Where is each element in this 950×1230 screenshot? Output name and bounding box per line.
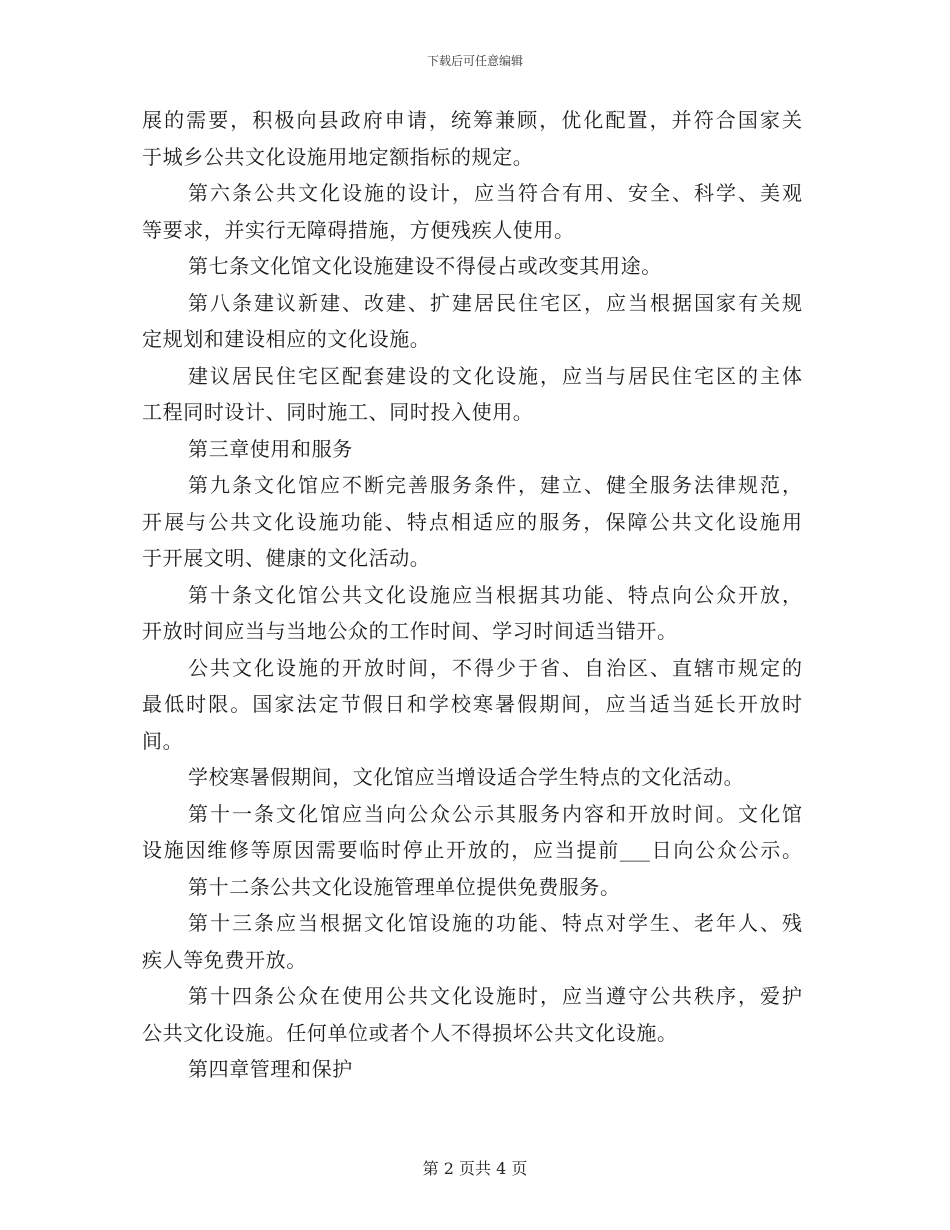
text-line: 定规划和建设相应的文化设施。 bbox=[142, 327, 431, 351]
text-line: 第十条文化馆公共文化设施应当根据其功能、特点向公众开放， bbox=[188, 582, 802, 607]
text-line: 工程同时设计、同时施工、同时投入使用。 bbox=[142, 400, 534, 424]
text-line: 疾人等免费开放。 bbox=[142, 947, 307, 972]
text-line: 第三章使用和服务 bbox=[188, 436, 353, 461]
text-line: 第十二条公共文化设施管理单位提供免费服务。 bbox=[188, 874, 621, 899]
text-line: 等要求，并实行无障碍措施，方便残疾人使用。 bbox=[142, 217, 575, 242]
text-line: 设施因维修等原因需要临时停止开放的，应当提前___日向公众公示。 bbox=[142, 838, 802, 862]
document-body bbox=[142, 102, 802, 1088]
text-line: 于城乡公共文化设施用地定额指标的规定。 bbox=[142, 144, 534, 169]
text-line: 第十三条应当根据文化馆设施的功能、特点对学生、老年人、残 bbox=[188, 911, 802, 935]
text-line: 第四章管理和保护 bbox=[188, 1057, 353, 1081]
page-number-footer: 第 2 页共 4 页 bbox=[422, 1159, 528, 1178]
text-line: 第十四条公众在使用公共文化设施时，应当遵守公共秩序，爱护 bbox=[188, 984, 802, 1008]
text-line: 公共文化设施的开放时间，不得少于省、自治区、直辖市规定的 bbox=[188, 655, 802, 680]
text-line: 最低时限。国家法定节假日和学校寒暑假期间，应当适当延长开放时 bbox=[142, 692, 802, 716]
text-line: 开展与公共文化设施功能、特点相适应的服务，保障公共文化设施用 bbox=[142, 509, 802, 534]
text-line: 开放时间应当与当地公众的工作时间、学习时间适当错开。 bbox=[142, 619, 678, 643]
text-line: 第十一条文化馆应当向公众公示其服务内容和开放时间。文化馆 bbox=[188, 801, 802, 826]
text-line: 公共文化设施。任何单位或者个人不得损坏公共文化设施。 bbox=[142, 1020, 678, 1045]
text-line: 间。 bbox=[142, 728, 184, 753]
page-header: 下载后可任意编辑 bbox=[426, 54, 523, 68]
text-line: 第七条文化馆文化设施建设不得侵占或改变其用途。 bbox=[188, 254, 662, 278]
text-line: 建议居民住宅区配套建设的文化设施，应当与居民住宅区的主体 bbox=[188, 363, 802, 388]
text-line: 第六条公共文化设施的设计，应当符合有用、安全、科学、美观 bbox=[188, 181, 802, 205]
text-line: 于开展文明、健康的文化活动。 bbox=[142, 546, 431, 570]
text-line: 第九条文化馆应不断完善服务条件，建立、健全服务法律规范， bbox=[188, 473, 802, 497]
text-line: 学校寒暑假期间，文化馆应当增设适合学生特点的文化活动。 bbox=[188, 765, 745, 789]
text-line: 第八条建议新建、改建、扩建居民住宅区，应当根据国家有关规 bbox=[188, 290, 802, 315]
text-line: 展的需要，积极向县政府申请，统筹兼顾，优化配置，并符合国家关 bbox=[142, 108, 802, 132]
